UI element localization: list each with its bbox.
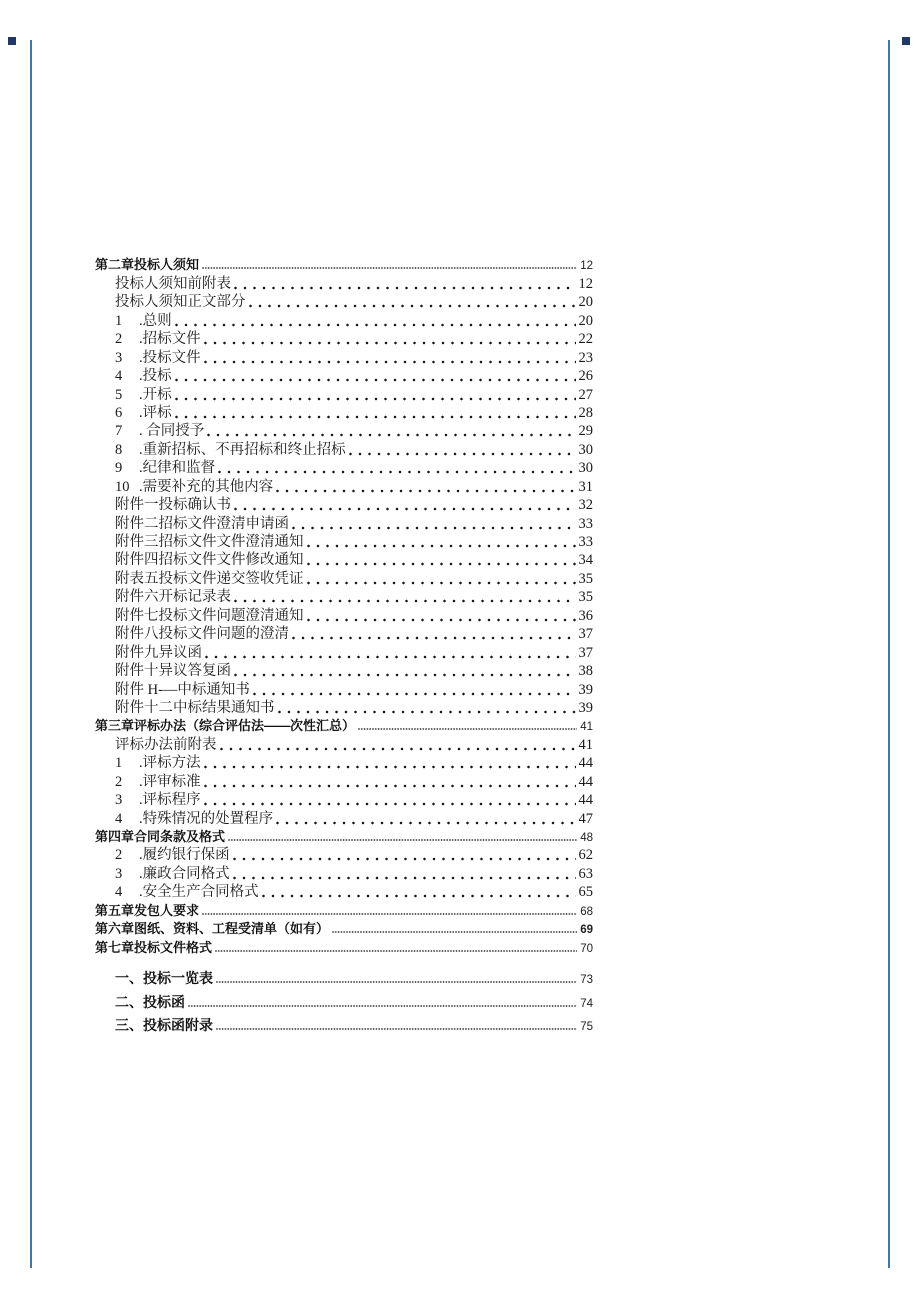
toc-entry-title: .廉政合同格式: [139, 865, 230, 882]
toc-entry-number: 1: [115, 312, 123, 329]
toc-row: [95, 699, 593, 717]
toc-row: [95, 274, 593, 292]
dot-leader: [276, 489, 575, 493]
dot-leader: [332, 930, 577, 934]
toc-entry-page-number: 44: [578, 792, 593, 809]
toc-entry-title: 附表五投标文件递交签收凭证: [115, 570, 304, 587]
dot-leader: [204, 765, 576, 769]
toc-row: [95, 330, 593, 348]
toc-entry-page-number: 37: [578, 644, 593, 661]
toc-entry-page-number: 65: [578, 884, 593, 901]
dot-leader: [215, 949, 577, 953]
toc-row: [95, 477, 593, 495]
toc-entry-title: .纪律和监督: [139, 460, 216, 477]
dot-leader: [234, 599, 576, 603]
toc-entry-page-number: 63: [578, 865, 593, 882]
toc-entry-page-number: 36: [578, 607, 593, 624]
toc-entry-page-number: 62: [578, 847, 593, 864]
page-border-right: [888, 40, 890, 1268]
toc-row: [95, 864, 593, 882]
toc-entry-number: 8: [115, 441, 123, 458]
toc-entry-title: .评标方法: [139, 755, 201, 772]
toc-entry-page-number: 30: [578, 460, 593, 477]
dot-leader: [234, 286, 576, 290]
toc-row: [95, 459, 593, 477]
toc-row: [95, 809, 593, 827]
toc-entry-title: 第二章投标人须知: [95, 257, 200, 273]
dot-leader: [278, 710, 576, 714]
toc-entry-title: 附件十异议答复函: [115, 663, 231, 680]
toc-entry-title: .特殊情况的处置程序: [139, 810, 274, 827]
toc-row: [95, 422, 593, 440]
toc-entry-number: 6: [115, 404, 123, 421]
toc-entry-title: 附件九异议函: [115, 644, 202, 661]
toc-entry-page-number: 41: [578, 736, 593, 753]
toc-entry-page-number: 74: [580, 997, 593, 1010]
toc-row: [95, 348, 593, 366]
toc-row: [95, 1012, 593, 1036]
toc-entry-title: .招标文件: [139, 331, 201, 348]
toc-entry-page-number: 47: [578, 810, 593, 827]
toc-entry-number: 2: [115, 331, 123, 348]
dot-leader: [175, 323, 576, 327]
toc-row: [95, 828, 593, 846]
toc-entry-page-number: 29: [578, 423, 593, 440]
toc-row: [95, 754, 593, 772]
toc-entry-page-number: 28: [578, 404, 593, 421]
toc-row: [95, 883, 593, 901]
toc-entry-page-number: 75: [580, 1021, 593, 1034]
toc-entry-page-number: 48: [580, 832, 593, 844]
toc-entry-page-number: 37: [578, 626, 593, 643]
dot-leader: [249, 304, 576, 308]
toc-row: [95, 901, 593, 919]
toc-entry-page-number: 27: [578, 386, 593, 403]
toc-entry-title: 第六章图纸、资料、工程受清单（如有）: [95, 921, 330, 937]
dot-leader: [204, 784, 576, 788]
dot-leader: [204, 341, 576, 345]
toc-entry-title: 评标办法前附表: [115, 736, 217, 753]
dot-leader: [307, 581, 576, 585]
toc-entry-title: .投标文件: [139, 349, 201, 366]
toc-row: [95, 569, 593, 587]
toc-entry-page-number: 41: [580, 721, 593, 734]
dot-leader: [216, 980, 577, 984]
dot-leader: [175, 415, 576, 419]
toc-entry-page-number: 73: [580, 974, 593, 987]
toc-entry-title: 附件四招标文件文件修改通知: [115, 552, 304, 569]
dot-leader: [207, 433, 575, 437]
toc-row: [95, 791, 593, 809]
dot-leader: [233, 857, 576, 861]
toc-entry-title: 附件七投标文件问题澄清通知: [115, 607, 304, 624]
toc-row: [95, 846, 593, 864]
toc-row: [95, 533, 593, 551]
toc-entry-title: 附件 H-—中标通知书: [115, 681, 250, 698]
toc-entry-title: 第三章评标办法（综合评估法——次性汇总）: [95, 718, 356, 734]
toc-row: [95, 643, 593, 661]
toc-entry-page-number: 69: [580, 924, 593, 937]
toc-row: [95, 440, 593, 458]
dot-leader: [358, 727, 577, 731]
dot-leader: [234, 673, 576, 677]
toc-entry-title: 附件二招标文件澄清申请函: [115, 515, 289, 532]
toc-entry-title: .评标程序: [139, 792, 201, 809]
toc-row: [95, 514, 593, 532]
toc-entry-title: .履约银行保函: [139, 847, 230, 864]
table-of-contents: [95, 256, 593, 1035]
toc-entry-number: 5: [115, 386, 123, 403]
toc-row: [95, 404, 593, 422]
toc-entry-number: 9: [115, 460, 123, 477]
toc-row: [95, 662, 593, 680]
toc-entry-title: .重新招标、不再招标和终止招标: [139, 441, 346, 458]
toc-entry-number: 2: [115, 773, 123, 790]
toc-row: [95, 588, 593, 606]
dot-leader: [202, 912, 577, 916]
toc-entry-title: .安全生产合同格式: [139, 884, 259, 901]
dot-leader: [292, 526, 576, 530]
toc-entry-page-number: 26: [578, 368, 593, 385]
dot-leader: [204, 360, 576, 364]
dot-leader: [175, 397, 576, 401]
dot-leader: [307, 562, 576, 566]
toc-entry-title: .总则: [139, 312, 172, 329]
toc-entry-title: 附件三招标文件文件澄清通知: [115, 534, 304, 550]
toc-entry-number: 3: [115, 792, 123, 809]
toc-entry-page-number: 22: [578, 331, 593, 348]
toc-row: [95, 551, 593, 569]
toc-entry-title: 附件八投标文件问题的澄清: [115, 626, 289, 643]
toc-entry-title: 投标人须知前附表: [115, 275, 231, 292]
toc-entry-page-number: 70: [580, 942, 593, 955]
toc-entry-number: 7: [115, 423, 123, 440]
toc-entry-number: 4: [115, 810, 123, 827]
toc-row: [95, 625, 593, 643]
toc-entry-title: .评审标准: [139, 773, 201, 790]
toc-entry-title: .评标: [139, 404, 172, 421]
dot-leader: [228, 838, 577, 842]
dot-leader: [175, 378, 576, 382]
toc-row: [95, 256, 593, 274]
toc-entry-page-number: 68: [580, 905, 593, 918]
dot-leader: [307, 618, 576, 622]
dot-leader: [276, 821, 575, 825]
toc-entry-title: 二、投标函: [115, 993, 185, 1010]
toc-entry-number: 4: [115, 368, 123, 385]
toc-entry-page-number: 34: [578, 552, 593, 569]
toc-row: [95, 965, 593, 989]
toc-row: [95, 311, 593, 329]
dot-leader: [205, 655, 576, 659]
toc-entry-page-number: 23: [578, 349, 593, 366]
toc-row: [95, 496, 593, 514]
dot-leader: [262, 894, 576, 898]
toc-entry-page-number: 12: [578, 275, 593, 292]
toc-row: [95, 680, 593, 698]
toc-row: [95, 367, 593, 385]
dot-leader: [204, 802, 576, 806]
toc-entry-title: 第七章投标文件格式: [95, 939, 213, 955]
toc-entry-page-number: 20: [578, 312, 593, 329]
toc-entry-page-number: 32: [578, 497, 593, 514]
page-corner-marker-left: [8, 37, 16, 45]
toc-entry-number: 1: [115, 755, 123, 772]
dot-leader: [202, 266, 577, 270]
toc-entry-title: 第四章合同条款及格式: [95, 829, 226, 844]
toc-entry-page-number: 35: [578, 570, 593, 587]
toc-row: [95, 606, 593, 624]
dot-leader: [233, 876, 576, 880]
toc-entry-number: 4: [115, 884, 123, 901]
toc-row: [95, 988, 593, 1012]
dot-leader: [349, 452, 576, 456]
toc-entry-page-number: 44: [578, 773, 593, 790]
toc-row: [95, 735, 593, 753]
toc-entry-page-number: 31: [578, 478, 593, 495]
toc-entry-title: 附件十二中标结果通知书: [115, 699, 275, 716]
toc-row: [95, 772, 593, 790]
toc-entry-title: 一、投标一览表: [115, 970, 213, 987]
dot-leader: [218, 470, 575, 474]
toc-row: [95, 938, 593, 956]
dot-leader: [307, 544, 576, 548]
toc-entry-page-number: 35: [578, 589, 593, 606]
dot-leader: [216, 1027, 577, 1031]
toc-entry-page-number: 20: [578, 294, 593, 311]
toc-entry-title: 第五章发包人要求: [95, 902, 200, 918]
toc-row: [95, 385, 593, 403]
toc-entry-page-number: 44: [578, 755, 593, 772]
dot-leader: [234, 507, 576, 511]
toc-entry-page-number: 33: [578, 534, 593, 550]
toc-row: [95, 920, 593, 938]
toc-entry-title: 附件一投标确认书: [115, 497, 231, 514]
toc-row: [95, 293, 593, 311]
toc-entry-number: 2: [115, 847, 123, 864]
toc-entry-page-number: 33: [578, 515, 593, 532]
toc-entry-title: 三、投标函附录: [115, 1017, 213, 1034]
toc-entry-number: 3: [115, 349, 123, 366]
dot-leader: [220, 747, 576, 751]
toc-entry-title: .需要补充的其他内容: [139, 478, 274, 495]
toc-entry-page-number: 12: [580, 260, 593, 273]
toc-entry-title: 投标人须知正文部分: [115, 294, 246, 311]
dot-leader: [292, 636, 576, 640]
toc-entry-number: 3: [115, 865, 123, 882]
toc-entry-title: .开标: [139, 386, 172, 403]
page-corner-marker-right: [902, 37, 910, 45]
dot-leader: [188, 1004, 577, 1008]
toc-entry-page-number: 39: [578, 681, 593, 698]
toc-entry-title: .投标: [139, 368, 172, 385]
dot-leader: [253, 692, 576, 696]
toc-row: [95, 717, 593, 735]
toc-entry-number: 10: [115, 478, 130, 495]
page-border-left: [30, 40, 32, 1268]
toc-entry-page-number: 30: [578, 441, 593, 458]
toc-entry-page-number: 38: [578, 663, 593, 680]
toc-entry-title: 附件六开标记录表: [115, 589, 231, 606]
toc-entry-title: . 合同授予: [139, 423, 205, 440]
toc-entry-page-number: 39: [578, 699, 593, 716]
